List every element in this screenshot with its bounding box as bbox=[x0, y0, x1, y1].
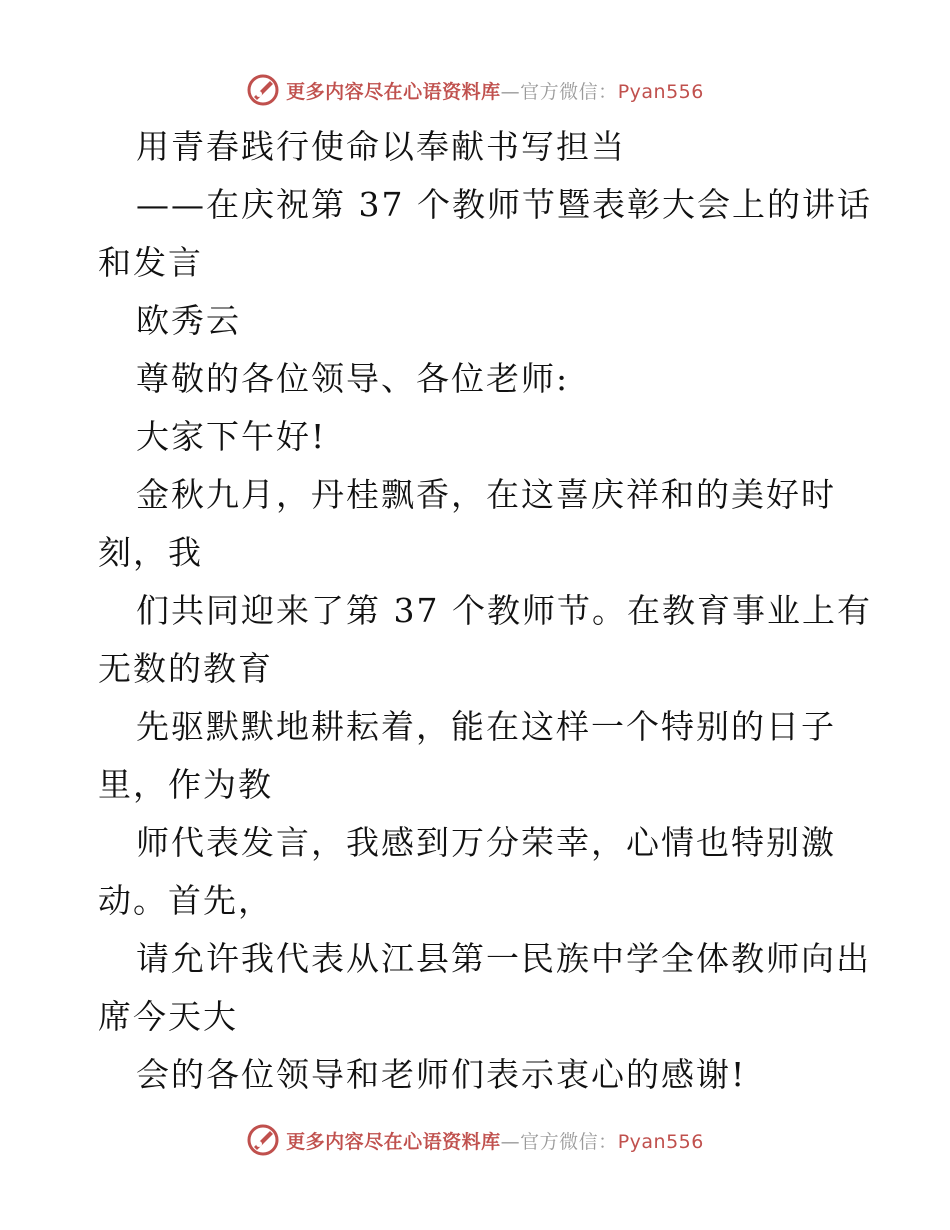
quill-logo-icon bbox=[246, 1123, 280, 1157]
doc-paragraph-line: 动。首先， bbox=[98, 881, 273, 920]
footer-banner bbox=[0, 1120, 950, 1160]
doc-paragraph-line: 无数的教育 bbox=[98, 649, 273, 688]
banner-text bbox=[286, 1127, 704, 1154]
banner-dash: — bbox=[500, 1130, 521, 1153]
banner-brand: 更多内容尽在心语资料库 bbox=[286, 1130, 501, 1153]
doc-title: 用青春践行使命以奉献书写担当 bbox=[136, 127, 626, 166]
doc-greeting: 大家下午好! bbox=[136, 417, 327, 456]
doc-paragraph-line: 金秋九月，丹桂飘香，在这喜庆祥和的美好时 bbox=[136, 475, 836, 514]
banner-label: 官方微信： bbox=[520, 1130, 618, 1153]
banner-handle: Pyan556 bbox=[617, 1130, 704, 1153]
doc-author: 欧秀云 bbox=[136, 301, 241, 340]
doc-paragraph-line: 师代表发言，我感到万分荣幸，心情也特别激 bbox=[136, 823, 836, 862]
header-banner bbox=[0, 70, 950, 110]
doc-paragraph-line: 请允许我代表从江县第一民族中学全体教师向出 bbox=[136, 939, 871, 978]
quill-logo-icon bbox=[246, 73, 280, 107]
doc-subtitle-line-2: 和发言 bbox=[98, 243, 203, 282]
doc-paragraph-line: 刻，我 bbox=[98, 533, 203, 572]
doc-paragraph-line: 们共同迎来了第 37 个教师节。在教育事业上有 bbox=[136, 591, 872, 630]
banner-dash: — bbox=[500, 80, 521, 103]
banner-label: 官方微信： bbox=[520, 80, 618, 103]
doc-paragraph-line: 先驱默默地耕耘着，能在这样一个特别的日子 bbox=[136, 707, 836, 746]
doc-paragraph-line: 里，作为教 bbox=[98, 765, 273, 804]
banner-handle: Pyan556 bbox=[617, 80, 704, 103]
banner-text bbox=[286, 77, 704, 104]
doc-salutation: 尊敬的各位领导、各位老师: bbox=[136, 359, 570, 398]
doc-subtitle-line-1: ——在庆祝第 37 个教师节暨表彰大会上的讲话 bbox=[136, 185, 872, 224]
banner-brand: 更多内容尽在心语资料库 bbox=[286, 80, 501, 103]
doc-paragraph-line: 会的各位领导和老师们表示衷心的感谢! bbox=[136, 1055, 747, 1094]
doc-paragraph-line: 席今天大 bbox=[98, 997, 238, 1036]
